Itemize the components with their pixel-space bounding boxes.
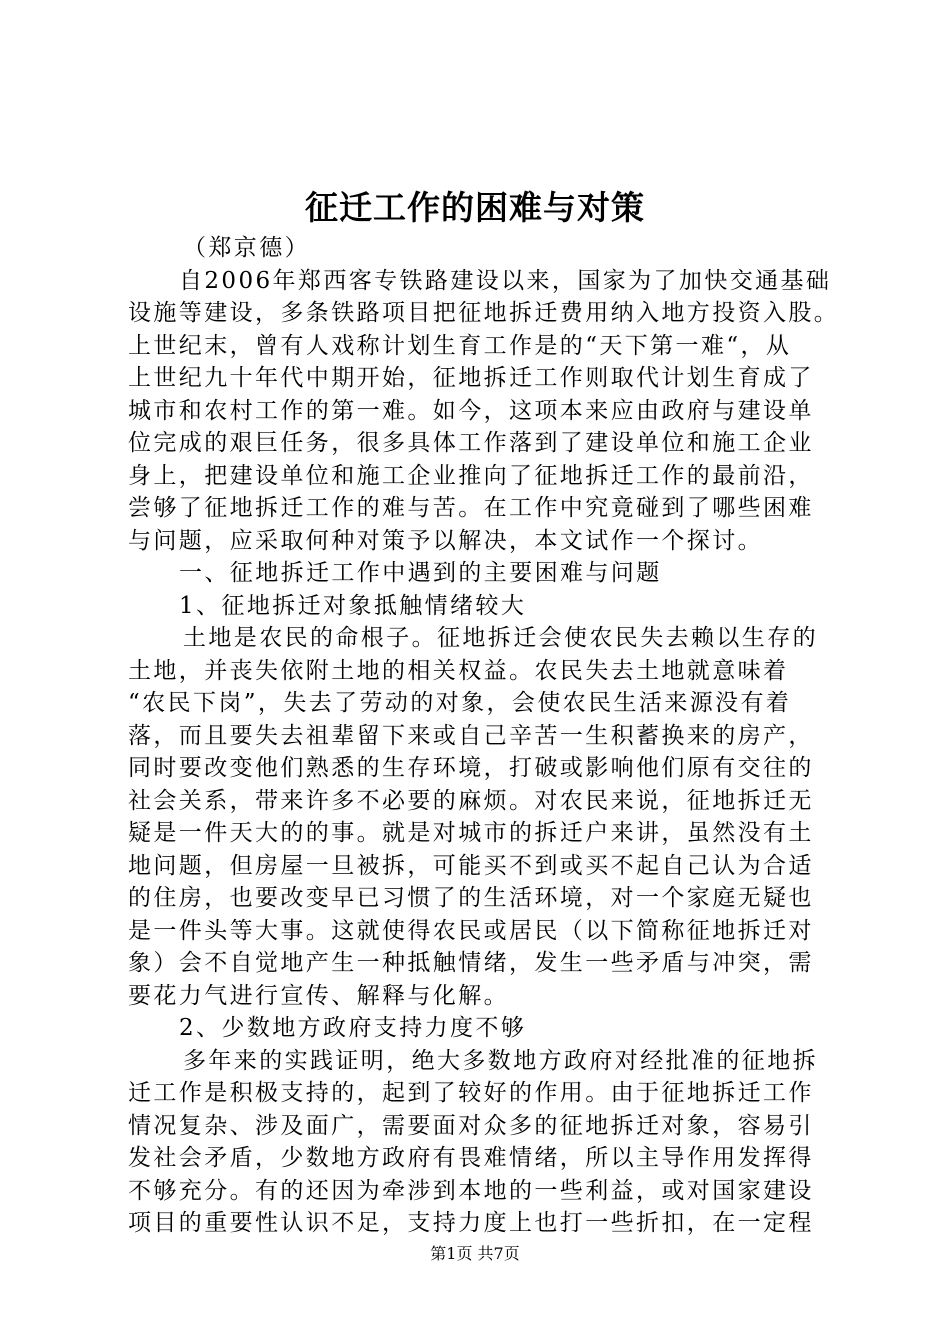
paragraph-line: 情况复杂、涉及面广，需要面对众多的征地拆迁对象，容易引 <box>128 1112 814 1139</box>
subsection-heading: 2、少数地方政府支持力度不够 <box>179 1015 527 1041</box>
paragraph-line: 发社会矛盾，少数地方政府有畏难情绪，所以主导作用发挥得 <box>128 1145 814 1171</box>
paragraph-line: 设施等建设，多条铁路项目把征地拆迁费用纳入地方投资入股。 <box>128 300 840 326</box>
document-body <box>128 232 838 1240</box>
paragraph-line: 迁工作是积极支持的，起到了较好的作用。由于征地拆迁工作 <box>128 1080 814 1106</box>
paragraph-line: 落，而且要失去祖辈留下来或自己辛苦一生积蓄换来的房产， <box>128 722 814 749</box>
paragraph-line: 象）会不自觉地产生一种抵触情绪，发生一些矛盾与冲突，需 <box>128 950 814 976</box>
paragraph-line: 身上，把建设单位和施工企业推向了征地拆迁工作的最前沿， <box>128 462 814 489</box>
paragraph-line: 土地是农民的命根子。征地拆迁会使农民失去赖以生存的 <box>183 625 818 651</box>
paragraph-line: 上世纪末，曾有人戏称计划生育工作是的“天下第一难“，从 <box>128 332 792 359</box>
paragraph-line: 要花力气进行宣传、解释与化解。 <box>128 982 509 1009</box>
paragraph-line: 上世纪九十年代中期开始，征地拆迁工作则取代计划生育成了 <box>128 365 814 391</box>
author-line: （郑京德） <box>183 235 310 261</box>
paragraph-line: 社会关系，带来许多不必要的麻烦。对农民来说，征地拆迁无 <box>128 787 814 814</box>
paragraph-line: 不够充分。有的还因为牵涉到本地的一些利益，或对国家建设 <box>128 1177 814 1204</box>
paragraph-line: 土地，并丧失依附土地的相关权益。农民失去土地就意味着 <box>128 657 789 684</box>
paragraph-line: 同时要改变他们熟悉的生存环境，打破或影响他们原有交往的 <box>128 755 814 781</box>
paragraph-line: 是一件头等大事。这就使得农民或居民（以下简称征地拆迁对 <box>128 917 814 944</box>
paragraph-line: 尝够了征地拆迁工作的难与苦。在工作中究竟碰到了哪些困难 <box>128 495 814 521</box>
page-footer: 第1页 共7页 <box>430 1244 520 1263</box>
document-title: 征迁工作的困难与对策 <box>305 188 645 227</box>
paragraph-line: “农民下岗”，失去了劳动的对象，会使农民生活来源没有着 <box>128 690 792 716</box>
paragraph-line: 城市和农村工作的第一难。如今，这项本来应由政府与建设单 <box>128 397 814 424</box>
paragraph-line: 地问题，但房屋一旦被拆，可能买不到或买不起自己认为合适 <box>128 852 814 879</box>
subsection-heading: 1、征地拆迁对象抵触情绪较大 <box>179 592 527 619</box>
paragraph-line: 的住房，也要改变早已习惯了的生活环境，对一个家庭无疑也 <box>128 885 814 911</box>
section-heading: 一、征地拆迁工作中遇到的主要困难与问题 <box>179 560 662 586</box>
paragraph-line: 多年来的实践证明，绝大多数地方政府对经批准的征地拆 <box>183 1047 818 1074</box>
paragraph-line: 与问题，应采取何种对策予以解决，本文试作一个探讨。 <box>128 527 763 554</box>
paragraph-line: 项目的重要性认识不足，支持力度上也打一些折扣，在一定程 <box>128 1210 814 1236</box>
paragraph-line: 自2006年郑西客专铁路建设以来，国家为了加快交通基础 <box>179 267 832 294</box>
paragraph-line: 位完成的艰巨任务，很多具体工作落到了建设单位和施工企业 <box>128 430 814 456</box>
paragraph-line: 疑是一件天大的的事。就是对城市的拆迁户来讲，虽然没有土 <box>128 820 814 846</box>
